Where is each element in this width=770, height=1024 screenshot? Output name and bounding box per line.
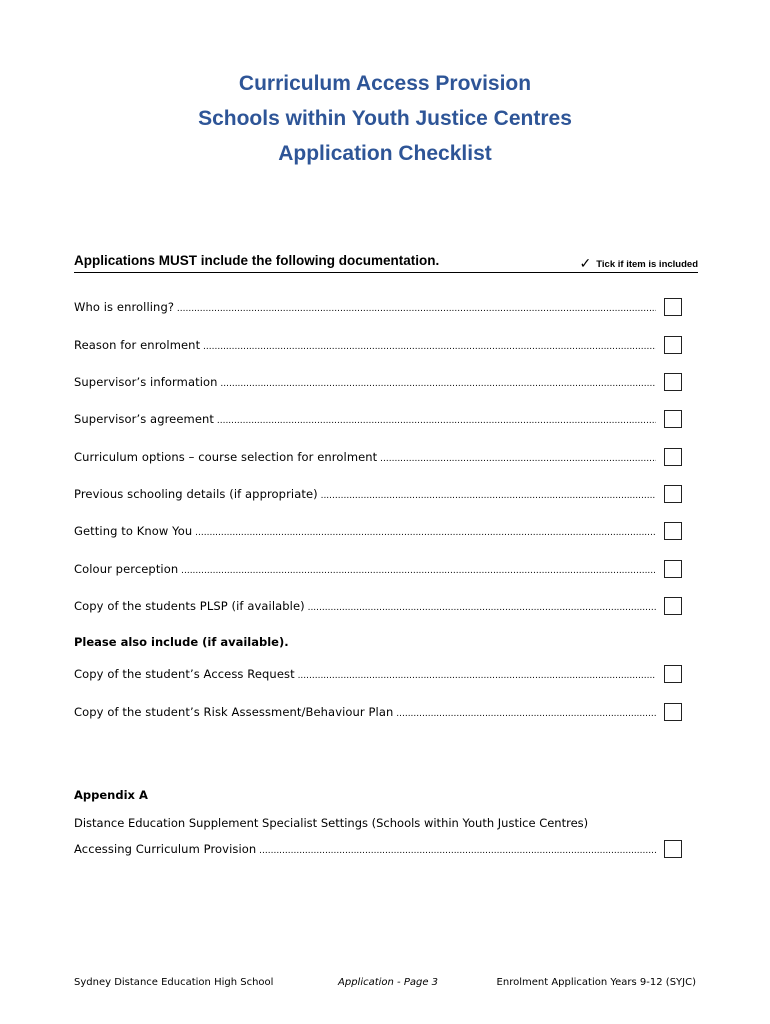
checklist-item-plsp bbox=[74, 597, 682, 619]
document-title bbox=[0, 66, 770, 171]
checkbox[interactable] bbox=[664, 373, 682, 391]
tick-legend-text: Tick if item is included bbox=[596, 259, 698, 270]
checkbox[interactable] bbox=[664, 560, 682, 578]
footer-form-name: Enrolment Application Years 9-12 (SYJC) bbox=[496, 977, 696, 988]
checklist-item-previous-schooling bbox=[74, 485, 682, 507]
checkbox[interactable] bbox=[664, 840, 682, 858]
checkbox[interactable] bbox=[664, 410, 682, 428]
checkbox[interactable] bbox=[664, 522, 682, 540]
also-include-heading: Please also include (if available). bbox=[74, 635, 289, 649]
checklist-item-getting-to-know-you bbox=[74, 522, 682, 544]
checklist-item-who-is-enrolling bbox=[74, 298, 682, 320]
title-line-3: Application Checklist bbox=[278, 142, 492, 165]
item-label: Supervisor’s information ..... bbox=[74, 375, 656, 389]
checklist-header bbox=[74, 252, 698, 273]
item-label: Copy of the students PLSP (if available) ..... bbox=[74, 599, 656, 613]
checkbox[interactable] bbox=[664, 485, 682, 503]
item-label: Copy of the student’s Risk Assessment/Behaviour Plan ..... bbox=[74, 705, 656, 719]
footer-school-name: Sydney Distance Education High School bbox=[74, 977, 274, 988]
title-line-1: Curriculum Access Provision bbox=[238, 72, 532, 95]
checkbox[interactable] bbox=[664, 597, 682, 615]
checklist-item-reason-for-enrolment bbox=[74, 336, 682, 358]
checkmark-icon: ✓ bbox=[579, 255, 592, 271]
checklist-item-risk-assessment bbox=[74, 703, 682, 725]
checkbox[interactable] bbox=[664, 336, 682, 354]
item-label: Copy of the student’s Access Request ..... bbox=[74, 667, 656, 681]
checkbox[interactable] bbox=[664, 665, 682, 683]
checklist-item-access-request bbox=[74, 665, 682, 687]
checklist-item-curriculum-options bbox=[74, 448, 682, 470]
checklist-item-accessing-curriculum bbox=[74, 840, 682, 862]
item-label: Supervisor’s agreement ..... bbox=[74, 412, 656, 426]
item-label: Getting to Know You ..... bbox=[74, 524, 656, 538]
title-line-2: Schools within Youth Justice Centres bbox=[198, 107, 572, 130]
checklist-item-supervisor-agreement bbox=[74, 410, 682, 432]
header-instruction: Applications MUST include the following documentation. bbox=[74, 253, 440, 268]
checkbox[interactable] bbox=[664, 448, 682, 466]
item-label: Who is enrolling? ..... bbox=[74, 300, 656, 314]
checkbox[interactable] bbox=[664, 298, 682, 316]
checklist-item-supervisor-information bbox=[74, 373, 682, 395]
item-label: Curriculum options – course selection for enrolment ..... bbox=[74, 450, 656, 464]
tick-legend bbox=[580, 254, 698, 271]
item-label: Accessing Curriculum Provision ..... bbox=[74, 842, 656, 856]
item-label: Reason for enrolment ..... bbox=[74, 338, 656, 352]
page-footer bbox=[74, 977, 696, 993]
checkbox[interactable] bbox=[664, 703, 682, 721]
appendix-heading: Appendix A bbox=[74, 788, 148, 802]
footer-page-number: Application - Page 3 bbox=[338, 977, 439, 988]
item-label: Previous schooling details (if appropriate) ..... bbox=[74, 487, 656, 501]
appendix-description: Distance Education Supplement Specialist Settings (Schools within Youth Justice Centres) bbox=[74, 816, 589, 830]
item-label: Colour perception ..... bbox=[74, 562, 656, 576]
checklist-item-colour-perception bbox=[74, 560, 682, 582]
